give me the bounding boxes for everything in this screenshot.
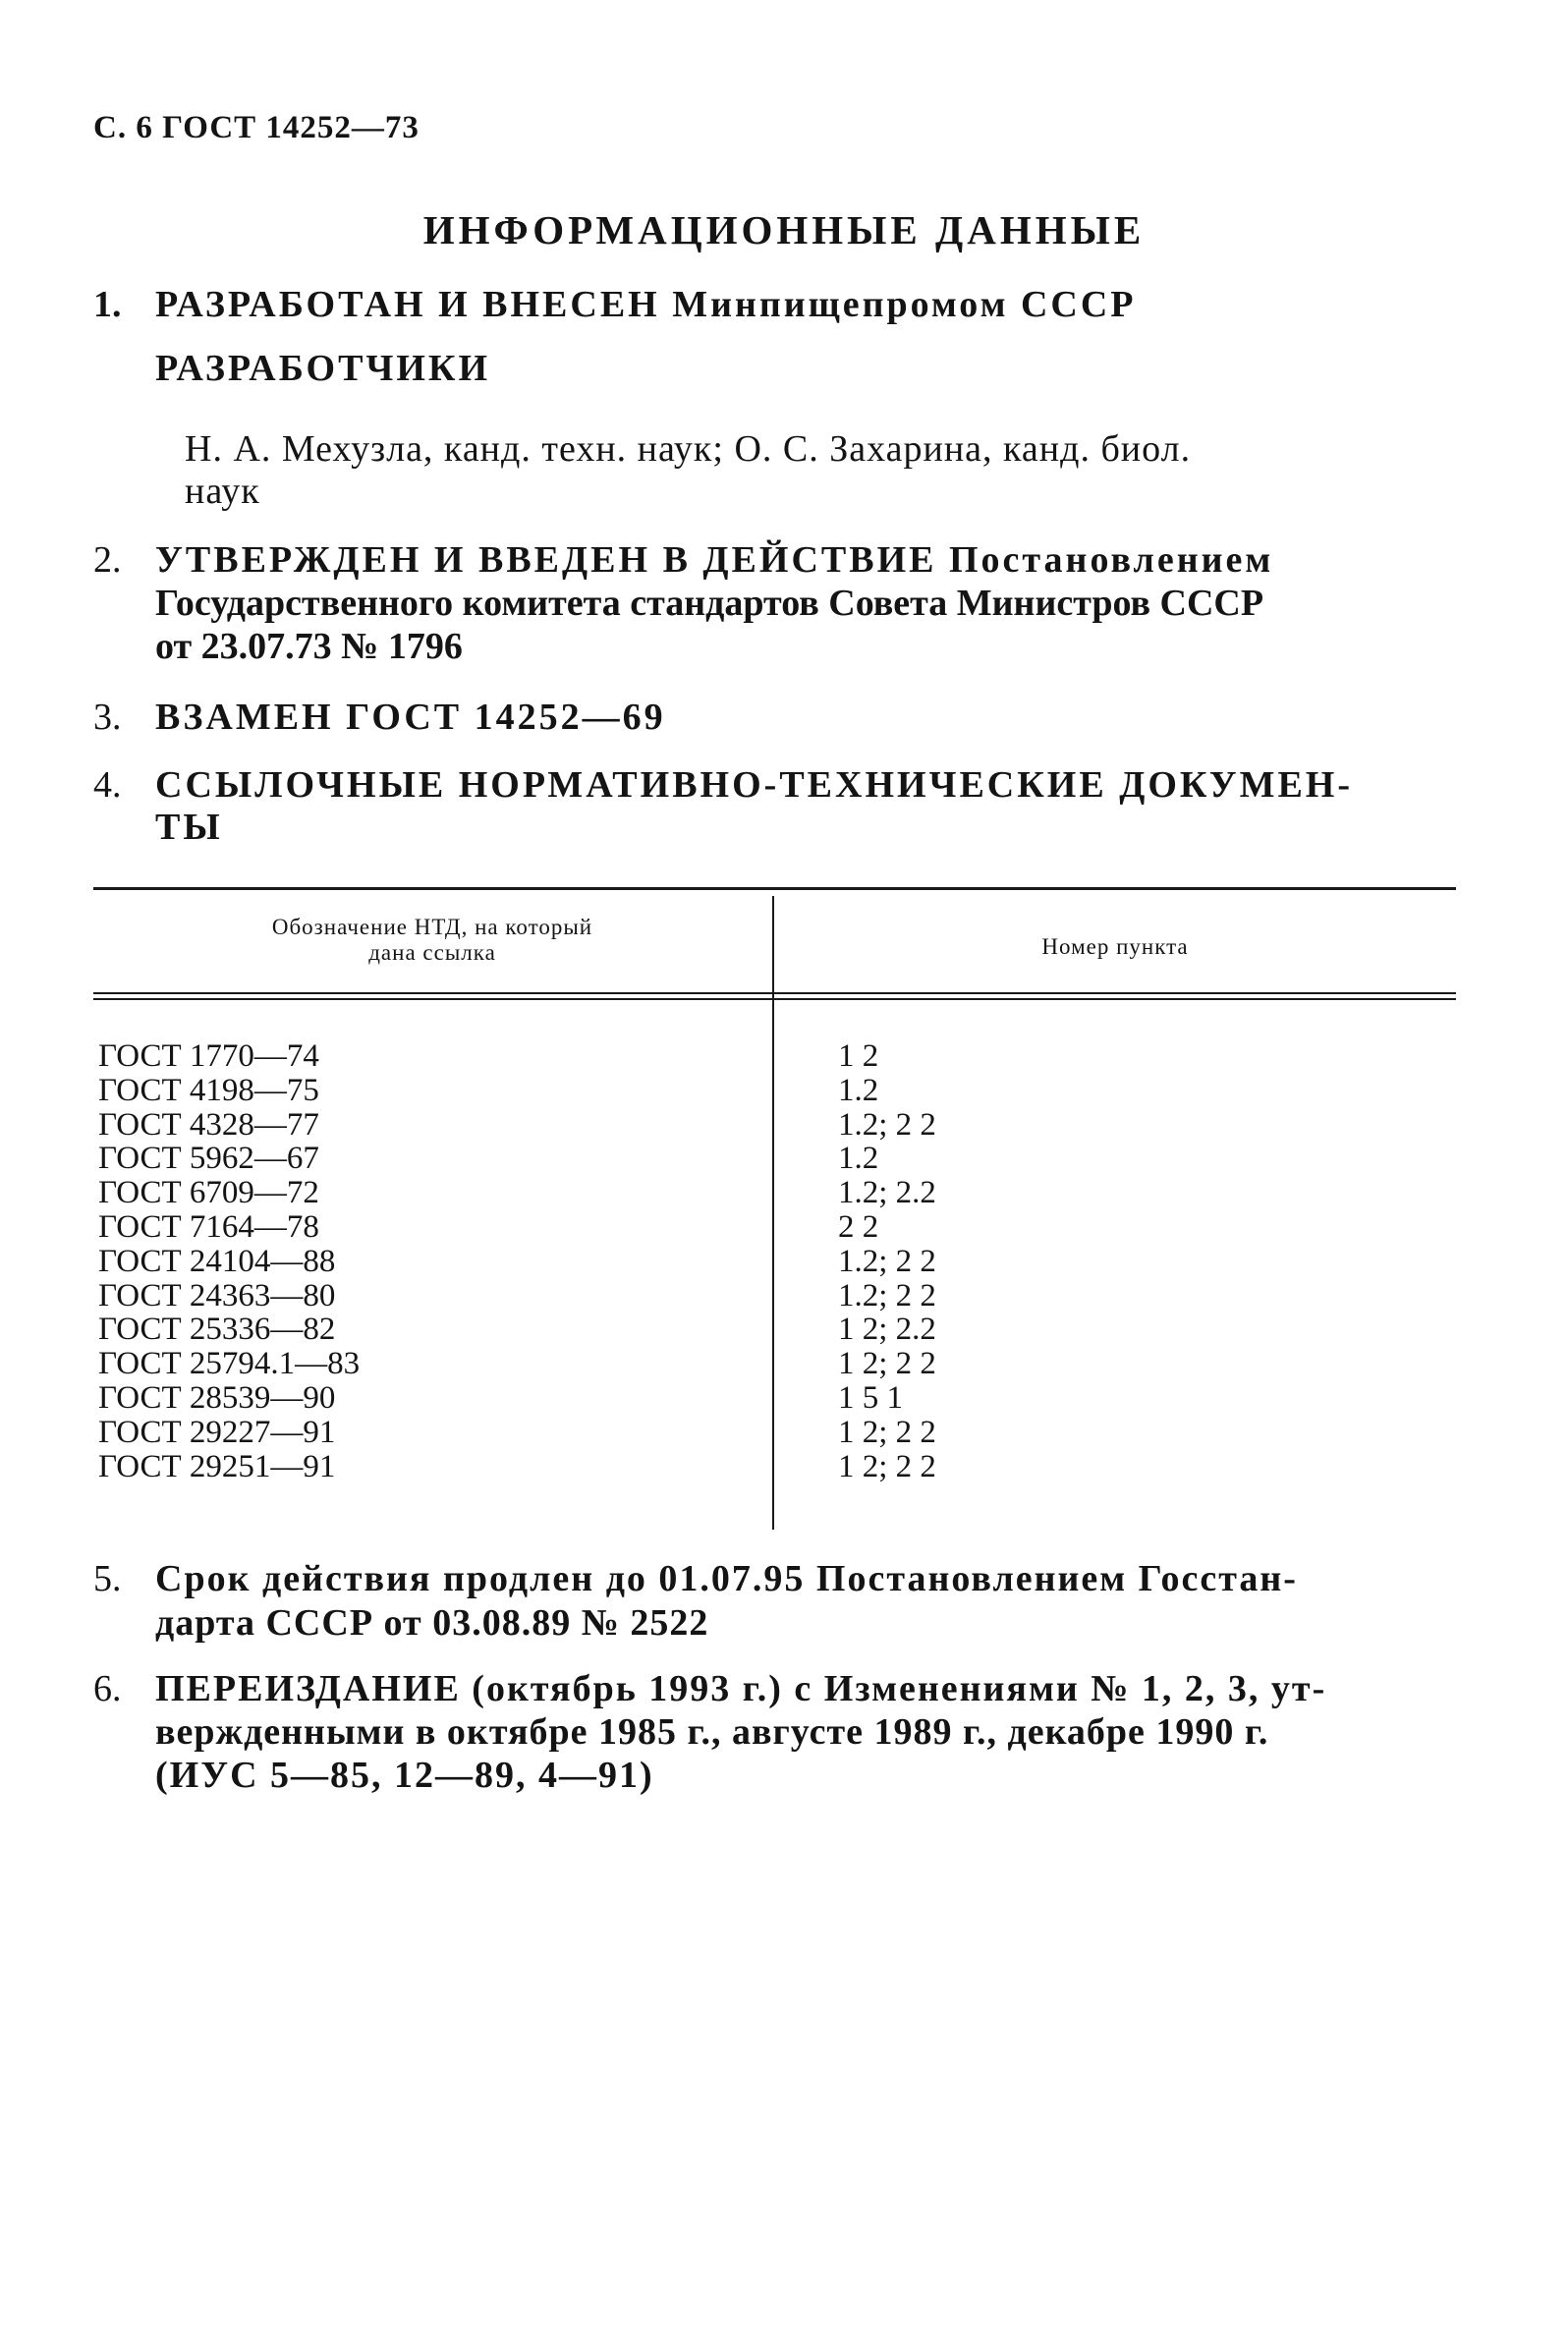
item-4-number: 4. (93, 764, 122, 806)
developers-heading: РАЗРАБОТЧИКИ (155, 348, 491, 389)
item-6-line-3: (ИУС 5—85, 12—89, 4—91) (155, 1755, 654, 1796)
item-6-line-1: ПЕРЕИЗДАНИЕ (октябрь 1993 г.) с Изменениями № 1, 2, 3, ут- (155, 1668, 1327, 1709)
table-column-divider (772, 896, 774, 1530)
table-document-column (98, 1039, 360, 1483)
item-4-line-1: ССЫЛОЧНЫЕ НОРМАТИВНО-ТЕХНИЧЕСКИЕ ДОКУМЕН- (155, 764, 1354, 806)
table-row-document: ГОСТ 24363—80 (98, 1277, 336, 1313)
table-row-clause: 1.2 (838, 1072, 879, 1108)
table-row-clause: 1 2 (838, 1038, 879, 1074)
table-row-document: ГОСТ 5962—67 (98, 1141, 319, 1177)
table-row-document: ГОСТ 25336—82 (98, 1312, 336, 1348)
item-5-line-1: Срок действия продлен до 01.07.95 Постановлением Госстан- (155, 1558, 1298, 1599)
item-6-number: 6. (93, 1668, 122, 1709)
table-row-clause: 2 2 (838, 1208, 879, 1245)
table-row-document: ГОСТ 7164—78 (98, 1208, 319, 1245)
table-header-clause: Номер пункта (1041, 934, 1189, 959)
table-header-rule (93, 992, 1456, 994)
item-2-line-1: УТВЕРЖДЕН И ВВЕДЕН В ДЕЙСТВИЕ Постановлением (155, 539, 1274, 581)
item-3-text: ВЗАМЕН ГОСТ 14252—69 (155, 697, 666, 738)
table-row-document: ГОСТ 4328—77 (98, 1106, 319, 1143)
page-title: ИНФОРМАЦИОННЫЕ ДАННЫЕ (422, 207, 1146, 252)
table-header-document-line-1: Обозначение НТД, на который (271, 915, 593, 939)
item-5-line-2: дарта СССР от 03.08.89 № 2522 (155, 1602, 709, 1644)
table-header-rule-double (93, 998, 1456, 1000)
table-row-document: ГОСТ 1770—74 (98, 1038, 319, 1074)
table-row-clause: 1 2; 2.2 (838, 1312, 936, 1348)
developers-line-2: наук (185, 471, 260, 512)
table-row-clause: 1.2 (838, 1141, 879, 1177)
item-1-text: РАЗРАБОТАН И ВНЕСЕН Минпищепромом СССР (155, 284, 1137, 325)
table-row-clause: 1 2; 2 2 (838, 1448, 936, 1484)
item-4-line-2: ТЫ (155, 807, 223, 848)
item-2-line-3: от 23.07.73 № 1796 (155, 626, 463, 667)
table-row-clause: 1.2; 2.2 (838, 1175, 936, 1211)
table-row-document: ГОСТ 28539—90 (98, 1379, 336, 1416)
table-row-clause: 1 2; 2 2 (838, 1414, 936, 1450)
table-top-rule (93, 887, 1456, 890)
item-1-number: 1. (93, 284, 122, 325)
table-row-clause: 1.2; 2 2 (838, 1277, 936, 1313)
table-header-document (93, 915, 771, 966)
table-row-document: ГОСТ 4198—75 (98, 1072, 319, 1108)
table-row-document: ГОСТ 29251—91 (98, 1448, 336, 1484)
developers-line-1: Н. А. Мехузла, канд. техн. наук; О. С. Захарина, канд. биол. (185, 428, 1192, 470)
item-5-number: 5. (93, 1558, 122, 1599)
item-2-line-2: Государственного комитета стандартов Совета Министров СССР (155, 583, 1264, 624)
table-row-clause: 1 5 1 (838, 1379, 903, 1416)
table-row-clause: 1 2; 2 2 (838, 1346, 936, 1382)
page-header: С. 6 ГОСТ 14252—73 (93, 110, 420, 145)
table-row-clause: 1.2; 2 2 (838, 1106, 936, 1143)
table-clause-column (838, 1039, 936, 1483)
table-header-document-line-2: дана ссылка (368, 940, 496, 965)
item-6-line-2: вержденными в октябре 1985 г., августе 1989 г., декабре 1990 г. (155, 1711, 1269, 1753)
item-2-number: 2. (93, 539, 122, 581)
table-row-document: ГОСТ 25794.1—83 (98, 1346, 361, 1382)
table-row-document: ГОСТ 6709—72 (98, 1175, 319, 1211)
table-row-clause: 1.2; 2 2 (838, 1243, 936, 1279)
table-row-document: ГОСТ 24104—88 (98, 1243, 336, 1279)
item-3-number: 3. (93, 697, 122, 738)
table-row-document: ГОСТ 29227—91 (98, 1414, 336, 1450)
